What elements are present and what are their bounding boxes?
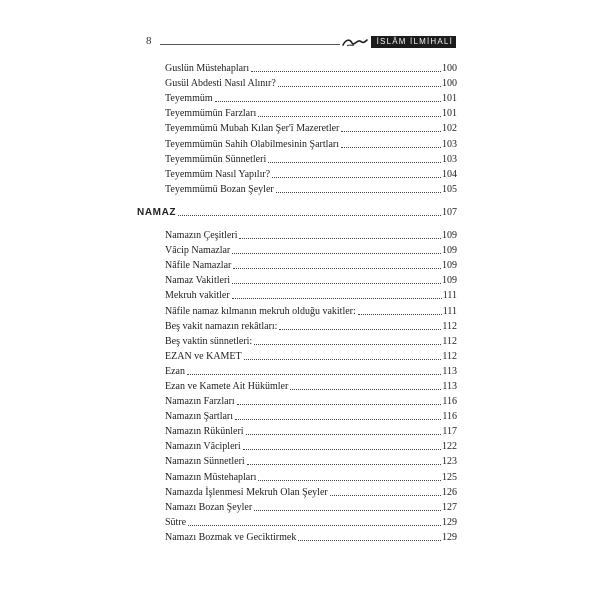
toc-entry[interactable] <box>165 484 457 499</box>
toc-entry-page: 102 <box>442 123 457 135</box>
dot-leader <box>233 268 441 269</box>
toc-entry-title: Nâfile namaz kılmanın mekruh olduğu vakitler: <box>165 305 356 317</box>
toc-entry[interactable] <box>165 90 457 105</box>
toc-entry-title: Guslün Müstehapları <box>165 63 250 75</box>
calligraphy-emblem-icon <box>341 36 369 48</box>
dot-leader <box>246 434 442 435</box>
toc-entry-title: Teyemmümü Mubah Kılan Şer'î Mazeretler <box>165 123 340 135</box>
toc-entry-title: Ezan <box>165 365 185 377</box>
toc-entry-page: 103 <box>442 138 457 150</box>
toc-entry-page: 125 <box>442 471 457 483</box>
toc-entry-title: Namazın Sünnetleri <box>165 456 245 468</box>
toc-entry[interactable] <box>165 393 457 408</box>
toc-entry-page: 109 <box>442 230 457 242</box>
toc-entry-title: Vâcip Namazlar <box>165 245 231 257</box>
toc-entry-page: 107 <box>442 206 457 218</box>
toc-entry[interactable] <box>165 423 457 438</box>
page-header <box>146 35 456 49</box>
dot-leader <box>235 419 441 420</box>
toc-entry-page: 104 <box>442 168 457 180</box>
toc-entry[interactable] <box>165 438 457 453</box>
dot-leader <box>237 404 442 405</box>
dot-leader <box>254 344 441 345</box>
dot-leader <box>243 449 441 450</box>
dot-leader <box>278 86 441 87</box>
toc-entry[interactable] <box>165 242 457 257</box>
toc-entry[interactable] <box>165 333 457 348</box>
toc-entry-title: Namazın Rükünleri <box>165 426 244 438</box>
dot-leader <box>272 177 441 178</box>
dot-leader <box>232 253 441 254</box>
header-rule <box>160 44 340 45</box>
toc-entry[interactable] <box>165 105 457 120</box>
toc-entry-page: 123 <box>442 456 457 468</box>
dot-leader <box>268 162 441 163</box>
section-spacer <box>165 219 457 227</box>
toc-entry[interactable] <box>165 499 457 514</box>
toc-entry-title: Namazın Vâcipleri <box>165 441 241 453</box>
toc-entry[interactable] <box>165 120 457 135</box>
toc-entry[interactable] <box>165 181 457 196</box>
toc-entry-page: 113 <box>442 380 457 392</box>
dot-leader <box>341 131 441 132</box>
toc-entry-page: 122 <box>442 441 457 453</box>
toc-entry-page: 126 <box>442 486 457 498</box>
toc-entry-title: NAMAZ <box>137 206 177 218</box>
toc-entry-page: 113 <box>442 365 457 377</box>
toc-entry[interactable] <box>165 453 457 468</box>
toc-entry[interactable] <box>165 514 457 529</box>
dot-leader <box>232 283 441 284</box>
toc-entry-title: Namazın Farzları <box>165 396 235 408</box>
toc-entry-page: 100 <box>442 63 457 75</box>
toc-entry[interactable] <box>165 287 457 302</box>
toc-entry-title: Namazı Bozan Şeyler <box>165 501 253 513</box>
toc-entry[interactable] <box>165 257 457 272</box>
toc-entry-page: 129 <box>442 516 457 528</box>
dot-leader <box>188 525 441 526</box>
dot-leader <box>215 101 441 102</box>
toc-entry[interactable] <box>165 135 457 150</box>
toc-entry[interactable] <box>165 75 457 90</box>
toc-entry-page: 117 <box>442 426 457 438</box>
toc-entry-title: Teyemmümün Sünnetleri <box>165 153 267 165</box>
dot-leader <box>290 389 441 390</box>
toc-entry-title: Teyemmüm Nasıl Yapılır? <box>165 168 271 180</box>
toc-entry-page: 127 <box>442 501 457 513</box>
toc-entry-title: Namazın Çeşitleri <box>165 230 238 242</box>
toc-entry-title: Beş vaktin sünnetleri: <box>165 335 253 347</box>
toc-entry-title: Mekruh vakitler <box>165 290 230 302</box>
toc-entry-title: Namazın Şartları <box>165 411 234 423</box>
toc-entry[interactable] <box>165 363 457 378</box>
toc-entry-title: Gusül Abdesti Nasıl Alınır? <box>165 78 276 90</box>
dot-leader <box>187 374 441 375</box>
dot-leader <box>279 329 441 330</box>
section-spacer <box>165 196 457 204</box>
toc-entry-title: Namazı Bozmak ve Geciktirmek <box>165 531 297 543</box>
dot-leader <box>239 238 441 239</box>
toc-entry-title: Ezan ve Kamete Ait Hükümler <box>165 380 289 392</box>
toc-entry-page: 105 <box>442 183 457 195</box>
toc-entry[interactable] <box>165 302 457 317</box>
toc-entry[interactable] <box>165 166 457 181</box>
dot-leader <box>254 510 441 511</box>
dot-leader <box>358 314 442 315</box>
toc-entry-page: 112 <box>442 335 457 347</box>
dot-leader <box>178 215 441 216</box>
dot-leader <box>258 116 441 117</box>
toc-entry[interactable] <box>165 348 457 363</box>
toc-section-namaz <box>165 227 457 544</box>
toc-entry[interactable] <box>165 272 457 287</box>
toc-entry-title: Beş vakit namazın rekâtları: <box>165 320 278 332</box>
toc-entry-page: 109 <box>442 260 457 272</box>
toc-entry-page: 129 <box>442 531 457 543</box>
table-of-contents <box>137 60 457 544</box>
toc-entry-title: Namaz Vakitleri <box>165 275 231 287</box>
toc-entry-page: 101 <box>442 108 457 120</box>
toc-entry[interactable] <box>165 468 457 483</box>
toc-entry-page: 111 <box>442 305 457 317</box>
toc-entry-page: 100 <box>442 78 457 90</box>
toc-entry-page: 109 <box>442 245 457 257</box>
dot-leader <box>232 298 442 299</box>
toc-entry-page: 103 <box>442 153 457 165</box>
toc-entry-title: Teyemmümü Bozan Şeyler <box>165 183 274 195</box>
dot-leader <box>298 540 441 541</box>
toc-entry[interactable] <box>165 60 457 75</box>
dot-leader <box>258 480 441 481</box>
toc-entry-title: Teyemmümün Sahih Olabilmesinin Şartları <box>165 138 339 150</box>
dot-leader <box>244 359 442 360</box>
dot-leader <box>251 71 441 72</box>
toc-entry-title: Teyemmümün Farzları <box>165 108 257 120</box>
toc-entry[interactable] <box>165 318 457 333</box>
toc-entry-page: 116 <box>442 411 457 423</box>
toc-entry-title: EZAN ve KAMET <box>165 350 242 362</box>
toc-entry[interactable] <box>165 227 457 242</box>
toc-entry-title: Namazda İşlenmesi Mekruh Olan Şeyler <box>165 486 328 498</box>
toc-entry-namaz-heading[interactable] <box>137 204 457 219</box>
toc-entry[interactable] <box>165 529 457 544</box>
toc-entry-title: Sütre <box>165 516 187 528</box>
toc-section-gusul-teyemmum <box>165 60 457 196</box>
book-title-bar: İSLÂM İLMİHALİ <box>371 36 456 48</box>
dot-leader <box>276 192 441 193</box>
toc-entry[interactable] <box>165 408 457 423</box>
dot-leader <box>341 147 441 148</box>
page-number: 8 <box>146 35 152 47</box>
toc-entry-page: 111 <box>442 290 457 302</box>
toc-entry-title: Namazın Müstehapları <box>165 471 257 483</box>
toc-entry-page: 116 <box>442 396 457 408</box>
dot-leader <box>330 495 441 496</box>
toc-entry-title: Teyemmüm <box>165 93 213 105</box>
toc-entry-page: 101 <box>442 93 457 105</box>
dot-leader <box>247 464 441 465</box>
toc-entry[interactable] <box>165 151 457 166</box>
toc-entry-title: Nâfile Namazlar <box>165 260 232 272</box>
toc-entry-page: 112 <box>442 350 457 362</box>
toc-entry[interactable] <box>165 378 457 393</box>
toc-entry-page: 109 <box>442 275 457 287</box>
toc-entry-page: 112 <box>442 320 457 332</box>
